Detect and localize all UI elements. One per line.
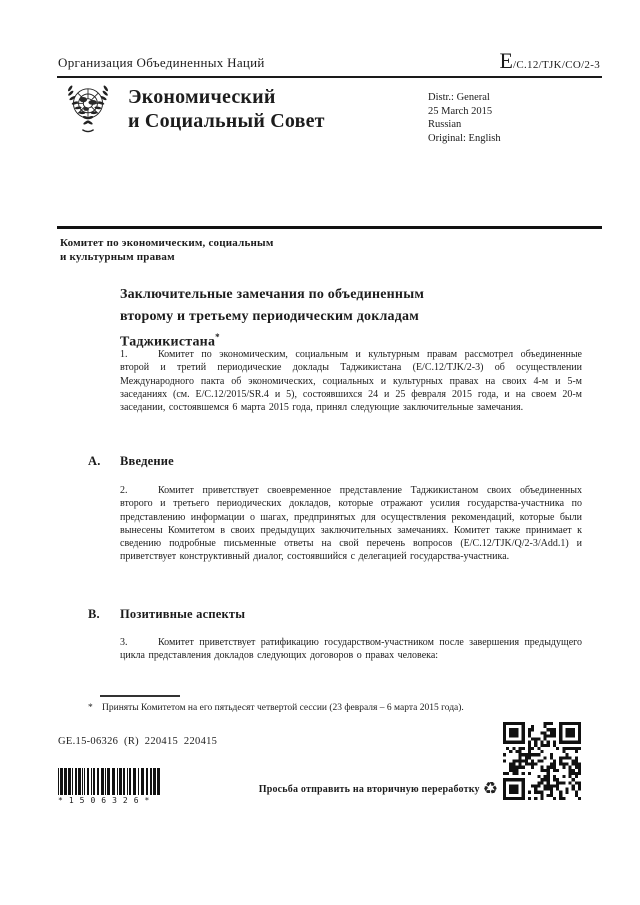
barcode [58, 768, 168, 805]
ge-number: GE.15-06326 (R) 220415 220415 [58, 736, 218, 747]
original-line: Original: English [428, 132, 501, 144]
recycle-icon: ♻ [482, 779, 498, 799]
doc-symbol-number: /C.12/TJK/CO/2-3 [513, 59, 600, 71]
council-title-line1: Экономический [128, 86, 276, 108]
council-title-line2: и Социальный Совет [128, 110, 325, 132]
section-b-title: Позитивные аспекты [120, 607, 246, 621]
distr-line: Distr.: General [428, 92, 490, 103]
paragraph-1-text: Комитет по экономическим, социальным и культурным правам рассмотрел объединенные второй и третий периодические доклады Таджикистана (E/C.12/TJK/2-3) об осуществлении Международного пакта об экономических, социальных и культурных правах на своих 4-м и 5-м заседаниях (см. E/C.12/2015/SR.4 и 5), состоявшихся 24 и 25 февраля 2015 года, и на своем 20-м заседании, состоявшемся 6 марта 2015 года, принял следующие заключительные замечания. [120, 349, 582, 414]
language-line: Russian [428, 119, 462, 130]
council-title [128, 85, 325, 133]
paragraph-3 [120, 636, 582, 663]
section-a-title: Введение [120, 454, 174, 468]
barcode-text: *1506326* [58, 796, 156, 805]
document-title [120, 284, 424, 353]
section-b-heading [88, 607, 245, 622]
section-a-letter: A. [88, 454, 101, 468]
footnote-separator [100, 695, 180, 697]
doc-symbol-letter: E [499, 48, 513, 73]
header-rule-thick [57, 226, 602, 229]
footnote-text: Приняты Комитетом на его пятьдесят четвертой сессии (23 февраля – 6 марта 2015 года). [102, 703, 464, 713]
qr-code [503, 722, 581, 800]
paragraph-2 [120, 484, 582, 564]
document-title-line1: Заключительные замечания по объединенным [120, 287, 425, 302]
distr-block [428, 91, 501, 145]
paragraph-3-text: Комитет приветствует ратификацию государством-участником после завершения предыдущего цикла представления докладов следующих договоров о правах человека: [120, 637, 582, 662]
recycle-notice [259, 781, 498, 798]
committee-line2: и культурным правам [60, 250, 175, 263]
un-emblem-icon [57, 80, 119, 138]
paragraph-1 [120, 348, 582, 414]
paragraph-3-number: 3. [120, 637, 128, 648]
header-rule-thin [57, 76, 602, 78]
committee-line1: Комитет по экономическим, социальным [60, 237, 274, 249]
footnote-marker: * [88, 703, 93, 713]
document-title-line3: Таджикистана* [120, 332, 220, 350]
paragraph-2-number: 2. [120, 485, 128, 496]
title-footnote-marker: * [215, 332, 220, 342]
committee-name [60, 237, 274, 264]
barcode-bars [58, 768, 168, 795]
org-name: Организация Объединенных Наций [58, 55, 265, 70]
paragraph-2-text: Комитет приветствует своевременное представление Таджикистаном своих объединенных второго и третьего периодических докладов, которые отражают усилия государства-участника по представлению информации о шагах, предпринятых для осуществления рекомендаций, которые были вынесены Комитетом в своих предыдущих заключительных замечаниях. Комитет также принимает к сведению подробные письменные ответы на свой перечень вопросов (E/C.12/TJK/Q/2-3/Add.1) и приветствует конструктивный диалог, состоявшийся с делегацией государства-участника. [120, 485, 582, 563]
document-title-line2: второму и третьему периодическим докладам [120, 308, 419, 324]
recycle-text: Просьба отправить на вторичную переработку [258, 784, 480, 795]
doc-symbol [500, 50, 600, 73]
paragraph-1-number: 1. [120, 349, 128, 360]
date-line: 25 March 2015 [428, 105, 493, 117]
section-b-letter: B. [88, 607, 100, 621]
footnote [88, 702, 474, 714]
section-a-heading [88, 454, 174, 469]
